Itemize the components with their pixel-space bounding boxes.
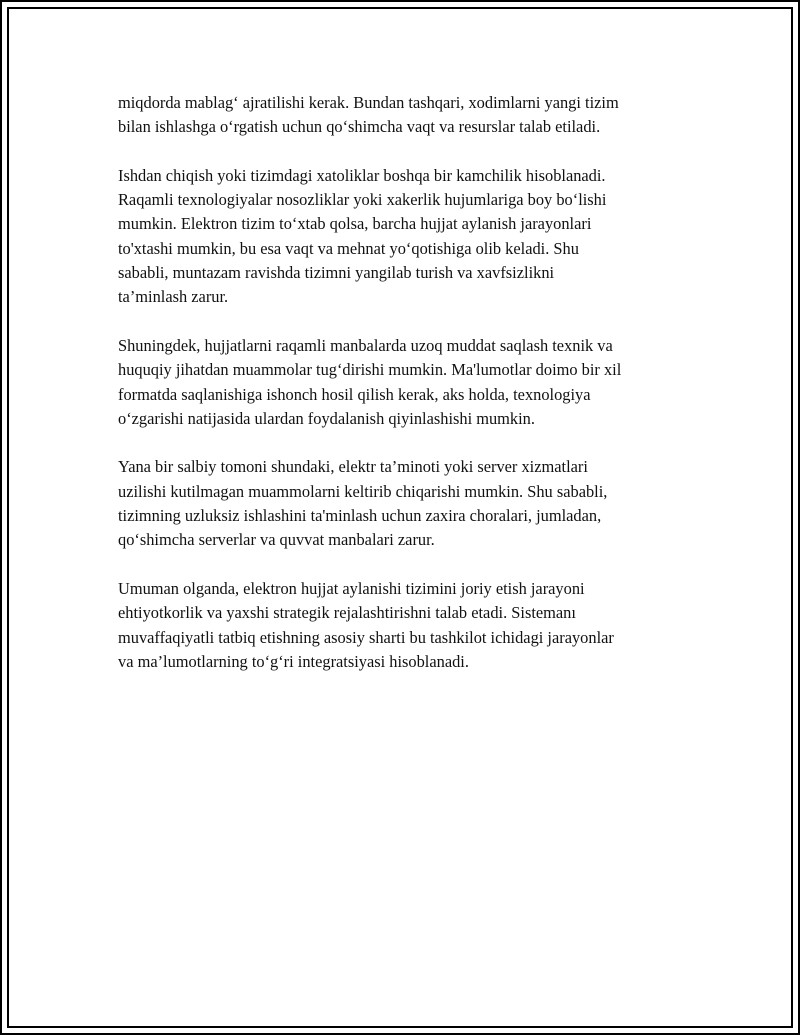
text-line: mumkin. Elektron tizim to‘xtab qolsa, barcha hujjat aylanish jarayonlari (118, 214, 592, 234)
paragraph-1 (118, 91, 688, 140)
text-line: ta’minlash zarur. (118, 287, 229, 307)
text-line: Shuningdek, hujjatlarni raqamli manbalarda uzoq muddat saqlash texnik va (118, 335, 613, 355)
text-line: Yana bir salbiy tomoni shundaki, elektr ta’minoti yoki server xizmatlari (118, 457, 588, 477)
text-line: Umuman olganda, elektron hujjat aylanishi tizimini joriy etish jarayoni (118, 578, 585, 598)
text-line: Ishdan chiqish yoki tizimdagi xatoliklar boshqa bir kamchilik hisoblanadi. (118, 165, 606, 185)
text-line: uzilishi kutilmagan muammolarni keltirib chiqarishi mumkin. Shu sababli, (118, 481, 608, 501)
text-line: to'xtashi mumkin, bu esa vaqt va mehnat yo‘qotishiga olib keladi. Shu (118, 238, 579, 258)
text-line: tizimning uzluksiz ishlashini ta'minlash uchun zaxira choralari, jumladan, (118, 506, 602, 526)
text-line: Raqamli texnologiyalar nosozliklar yoki xakerlik hujumlariga boy bo‘lishi (118, 190, 607, 210)
paragraph-2 (118, 164, 688, 310)
paragraph-5 (118, 577, 688, 674)
text-line: bilan ishlashga o‘rgatish uchun qo‘shimcha vaqt va resurslar talab etiladi. (118, 117, 601, 137)
text-line: miqdorda mablag‘ ajratilishi kerak. Bundan tashqari, xodimlarni yangi tizim (118, 93, 619, 112)
document-body (118, 91, 688, 698)
text-line: ehtiyotkorlik va yaxshi strategik rejalashtirishni talab etadi. Sistemanı (118, 603, 576, 623)
paragraph-4 (118, 455, 688, 552)
text-line: o‘zgarishi natijasida ulardan foydalanish qiyinlashishi mumkin. (118, 408, 535, 428)
text-line: muvaffaqiyatli tatbiq etishning asosiy sharti bu tashkilot ichidagi jarayonlar (118, 627, 614, 647)
text-line: sababli, muntazam ravishda tizimni yangilab turish va xavfsizlikni (118, 263, 555, 283)
text-line: qo‘shimcha serverlar va quvvat manbalari zarur. (118, 530, 435, 550)
paragraph-3 (118, 334, 688, 431)
text-line: va ma’lumotlarning to‘g‘ri integratsiyasi hisoblanadi. (118, 651, 469, 671)
text-line: formatda saqlanishiga ishonch hosil qilish kerak, aks holda, texnologiya (118, 384, 591, 404)
text-line: huquqiy jihatdan muammolar tug‘dirishi mumkin. Ma'lumotlar doimo bir xil (118, 360, 622, 380)
